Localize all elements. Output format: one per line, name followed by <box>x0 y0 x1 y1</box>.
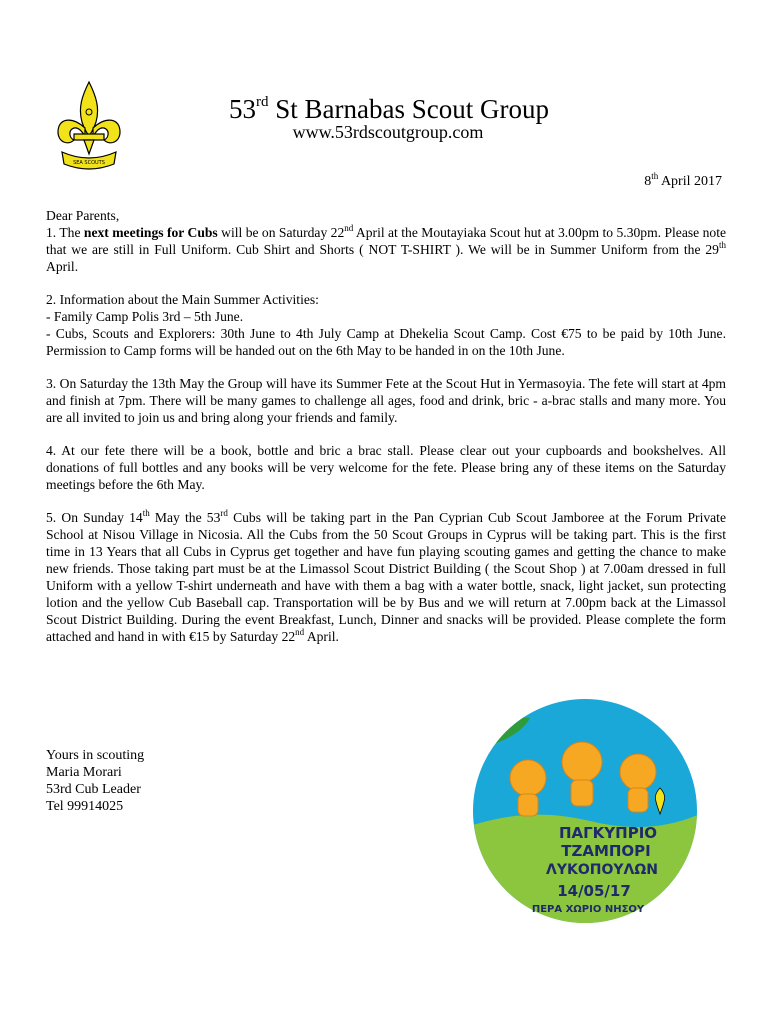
item-1: 1. The next meetings for Cubs will be on Saturday 22nd April at the Moutayiaka Scout hut at 3.00pm to 5.30pm. Please note that we are still in Full Uniform. Cub Shirt and Shorts ( NOT T-SHIRT ). We will be in Summer Uniform from the 29th April. <box>46 223 727 274</box>
badge-line-1: ΠΑΓΚΥΠΡΙΟ <box>558 824 658 842</box>
signature-closing: Yours in scouting <box>46 748 145 763</box>
letter-body <box>46 207 726 661</box>
salutation: Dear Parents, <box>46 208 120 223</box>
badge-place: ΠΕΡΑ ΧΩΡΙΟ ΝΗΣΟΥ <box>531 904 645 915</box>
item-5: 5. On Sunday 14th May the 53rd Cubs will be taking part in the Pan Cyprian Cub Scout Jamboree at the Forum Private School at Nisou Village in Nicosia. All the Cubs from the 50 Scout Groups in Cyprus will be taking part. This is the first time in 13 Years that all Cubs in Cyprus get together and have fun playing scouting games and getting the chance to make new friends. Those taking part must be at the Limassol Scout District Building ( the Scout Shop ) at 7.00am dressed in full Uniform with a yellow T-shirt underneath and have with them a bag with a water bottle, snack, light jacket, sun protecting lotion and the yellow Cub Baseball cap. Transportation will be by Bus and we will return at 7.00pm back at the Limassol Scout District Building. During the event Breakfast, Lunch, Dinner and snacks will be provided. Please complete the form attached and hand in with €15 by Saturday 22nd April. <box>46 508 726 644</box>
letter-date: 8th April 2017 <box>644 171 722 189</box>
badge-line-3: ΛΥΚΟΠΟΥΛΩΝ <box>546 862 658 878</box>
item-2: 2. Information about the Main Summer Activities: - Family Camp Polis 3rd – 5th June. - Cubs, Scouts and Explorers: 30th June to 4th July Camp at Dhekelia Scout Camp. Cost €75 to be paid by 10th June. Permission to Camp forms will be handed out on the 6th May to be handed in on the 10th June. <box>46 292 726 358</box>
item-3: 3. On Saturday the 13th May the Group will have its Summer Fete at the Scout Hut in Yermasoyia. The fete will start at 4pm and finish at 7pm. There will be many games to challenge all ages, food and drink, bric - a-brac stalls and many more. You are all invited to join us and bring along your friends and family. <box>46 376 726 425</box>
badge-line-2: ΤΖΑΜΠΟΡΙ <box>561 842 651 860</box>
page-title: 53rd St Barnabas Scout Group <box>229 94 549 124</box>
signature-name: Maria Morari <box>46 765 122 780</box>
badge-date: 14/05/17 <box>557 882 631 900</box>
jamboree-badge <box>470 696 700 926</box>
signature-phone: Tel 99914025 <box>46 799 124 814</box>
signature-role: 53rd Cub Leader <box>46 782 141 797</box>
logo-ribbon-text: SEA SCOUTS <box>73 160 105 166</box>
website-url: www.53rdscoutgroup.com <box>292 122 484 142</box>
item-4: 4. At our fete there will be a book, bottle and bric a brac stall. Please clear out your cupboards and bookshelves. All donations of full bottles and any books will be very welcome for the fete. Please bring any of these items on the Saturday meetings before the 6th May. <box>46 443 726 492</box>
signature-block <box>46 747 144 815</box>
